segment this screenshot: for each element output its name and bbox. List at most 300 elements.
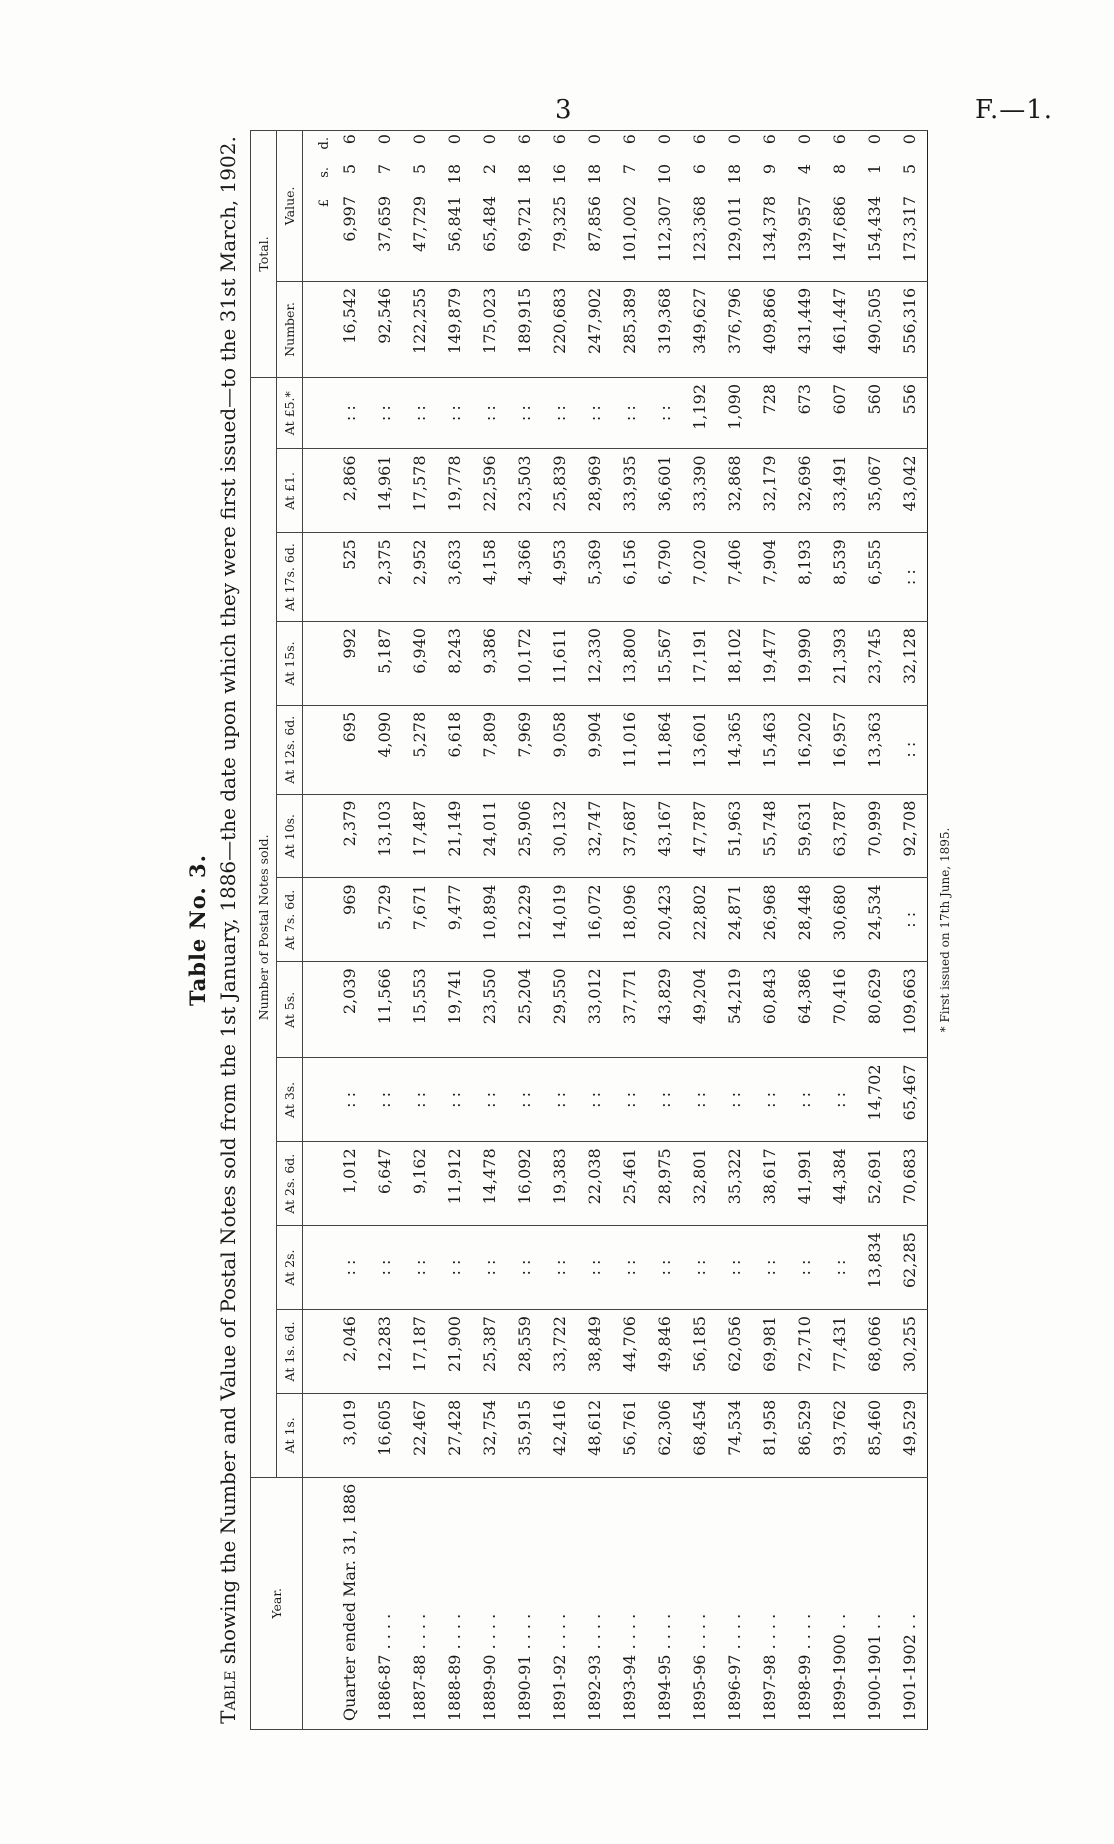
count-cell: 69,981 xyxy=(752,1310,787,1394)
count-cell: 77,431 xyxy=(822,1310,857,1394)
count-cell: 72,710 xyxy=(787,1310,822,1394)
count-cell: 13,601 xyxy=(682,705,717,794)
year-cell: 1891-92 . . . . xyxy=(542,1477,577,1729)
count-cell: : : xyxy=(892,705,928,794)
count-cell: : : xyxy=(717,1058,752,1142)
year-header: Year. xyxy=(251,1477,303,1729)
table-row xyxy=(822,131,857,1730)
count-cell: : : xyxy=(332,1058,367,1142)
count-cell: 19,741 xyxy=(437,962,472,1058)
count-cell: 673 xyxy=(787,377,822,448)
count-cell: 48,612 xyxy=(577,1393,612,1477)
units-spacer xyxy=(303,1226,333,1310)
caption-lead: Table xyxy=(216,1670,240,1724)
count-cell: 376,796 xyxy=(717,281,752,377)
count-cell: 64,386 xyxy=(787,962,822,1058)
document-code: F.—1. xyxy=(975,95,1054,125)
count-cell: 14,961 xyxy=(367,449,402,533)
units-spacer xyxy=(303,705,333,794)
value-shillings-cell: 4 xyxy=(795,163,814,175)
count-cell: 35,067 xyxy=(857,449,892,533)
value-pence-cell: 6 xyxy=(507,131,542,161)
count-cell: 81,958 xyxy=(752,1393,787,1477)
value-pence-cell: 0 xyxy=(577,131,612,161)
count-cell: : : xyxy=(332,377,367,448)
unit-shillings: s. xyxy=(317,166,332,178)
year-cell: 1886-87 . . . . xyxy=(367,1477,402,1729)
count-cell: 20,423 xyxy=(647,878,682,962)
count-cell: 65,467 xyxy=(892,1058,928,1142)
value-pounds-cell: 123,368 xyxy=(682,193,717,281)
count-cell: 55,748 xyxy=(752,794,787,878)
count-cell: : : xyxy=(577,1226,612,1310)
count-cell: 13,834 xyxy=(857,1226,892,1310)
count-cell: 17,191 xyxy=(682,622,717,706)
count-cell: 52,691 xyxy=(857,1142,892,1226)
count-cell: 4,953 xyxy=(542,533,577,622)
column-header: At 2s. 6d. xyxy=(277,1142,303,1226)
count-cell: 11,016 xyxy=(612,705,647,794)
count-cell: 32,179 xyxy=(752,449,787,533)
count-cell: 5,729 xyxy=(367,878,402,962)
count-cell: 21,393 xyxy=(822,622,857,706)
count-cell: : : xyxy=(577,377,612,448)
count-cell: 62,306 xyxy=(647,1393,682,1477)
count-cell: 2,866 xyxy=(332,449,367,533)
count-cell: 68,454 xyxy=(682,1393,717,1477)
count-cell: 7,671 xyxy=(402,878,437,962)
count-cell: 349,627 xyxy=(682,281,717,377)
table-row xyxy=(612,131,647,1730)
count-cell: : : xyxy=(542,377,577,448)
count-cell: 560 xyxy=(857,377,892,448)
count-cell: 607 xyxy=(822,377,857,448)
value-shillings-cell: 18 xyxy=(725,163,744,185)
table-title: Table No. 3. xyxy=(185,854,210,1006)
column-header: At £1. xyxy=(277,449,303,533)
table-row xyxy=(682,131,717,1730)
value-pence-cell: 6 xyxy=(332,131,367,161)
count-cell: 24,534 xyxy=(857,878,892,962)
count-cell: 60,843 xyxy=(752,962,787,1058)
count-cell: 695 xyxy=(332,705,367,794)
count-cell: 33,491 xyxy=(822,449,857,533)
column-header: At 1s. 6d. xyxy=(277,1310,303,1394)
table-row xyxy=(402,131,437,1730)
count-cell: 33,722 xyxy=(542,1310,577,1394)
count-cell: 19,383 xyxy=(542,1142,577,1226)
count-cell: 6,647 xyxy=(367,1142,402,1226)
year-cell: 1893-94 . . . . xyxy=(612,1477,647,1729)
unit-pence: d. xyxy=(303,131,333,161)
column-header: At 5s. xyxy=(277,962,303,1058)
value-shillings-cell: 2 xyxy=(480,163,499,175)
count-cell: 62,285 xyxy=(892,1226,928,1310)
value-pence-cell: 6 xyxy=(612,131,647,161)
count-cell: : : xyxy=(437,1226,472,1310)
year-cell: 1895-96 . . . . xyxy=(682,1477,717,1729)
table-row xyxy=(367,131,402,1730)
count-cell: 11,611 xyxy=(542,622,577,706)
count-cell: 23,745 xyxy=(857,622,892,706)
count-cell: 149,879 xyxy=(437,281,472,377)
count-cell: 22,802 xyxy=(682,878,717,962)
count-cell: 21,149 xyxy=(437,794,472,878)
count-cell: 38,617 xyxy=(752,1142,787,1226)
count-cell: 16,605 xyxy=(367,1393,402,1477)
count-cell: : : xyxy=(367,1058,402,1142)
count-cell: 5,187 xyxy=(367,622,402,706)
count-cell: 37,771 xyxy=(612,962,647,1058)
table-footnote: * First issued on 17th June, 1895. xyxy=(938,827,952,1033)
count-cell: 14,702 xyxy=(857,1058,892,1142)
units-spacer xyxy=(303,1477,333,1729)
count-cell: 43,042 xyxy=(892,449,928,533)
count-cell: 36,601 xyxy=(647,449,682,533)
table-row xyxy=(892,131,928,1730)
count-cell: 6,940 xyxy=(402,622,437,706)
units-spacer xyxy=(303,878,333,962)
value-shillings-cell: 10 xyxy=(655,163,674,185)
year-cell: 1887-88 . . . . xyxy=(402,1477,437,1729)
count-cell: 18,102 xyxy=(717,622,752,706)
value-shillings-cell: 9 xyxy=(760,163,779,175)
count-cell: 63,787 xyxy=(822,794,857,878)
count-cell: 28,448 xyxy=(787,878,822,962)
units-spacer xyxy=(303,533,333,622)
table-caption xyxy=(216,130,240,1730)
count-cell: 11,566 xyxy=(367,962,402,1058)
postal-notes-table xyxy=(250,130,928,1730)
count-cell: : : xyxy=(787,1058,822,1142)
count-cell: 92,708 xyxy=(892,794,928,878)
count-cell: 47,787 xyxy=(682,794,717,878)
column-header: At 3s. xyxy=(277,1058,303,1142)
count-cell: : : xyxy=(437,377,472,448)
value-shillings-cell: 16 xyxy=(550,163,569,185)
value-pence-cell: 0 xyxy=(892,131,928,161)
count-cell: : : xyxy=(822,1058,857,1142)
value-pence-cell: 0 xyxy=(472,131,507,161)
count-cell: 22,038 xyxy=(577,1142,612,1226)
count-cell: 56,761 xyxy=(612,1393,647,1477)
count-cell: 25,461 xyxy=(612,1142,647,1226)
year-cell: 1894-95 . . . . xyxy=(647,1477,682,1729)
count-cell: 14,478 xyxy=(472,1142,507,1226)
count-cell: 62,056 xyxy=(717,1310,752,1394)
count-cell: 13,363 xyxy=(857,705,892,794)
column-header: Number. xyxy=(277,281,303,377)
count-cell: 8,539 xyxy=(822,533,857,622)
count-cell: 33,390 xyxy=(682,449,717,533)
count-cell: 8,193 xyxy=(787,533,822,622)
count-cell: 32,128 xyxy=(892,622,928,706)
count-cell: 189,915 xyxy=(507,281,542,377)
count-cell: 15,567 xyxy=(647,622,682,706)
value-units-row xyxy=(303,131,333,1730)
count-cell: : : xyxy=(612,1226,647,1310)
value-shillings-cell: 6 xyxy=(690,163,709,175)
count-cell: 8,243 xyxy=(437,622,472,706)
count-cell: 220,683 xyxy=(542,281,577,377)
value-pounds-cell: 47,729 xyxy=(402,193,437,281)
count-cell: : : xyxy=(717,1226,752,1310)
count-cell: 5,369 xyxy=(577,533,612,622)
year-cell: 1890-91 . . . . xyxy=(507,1477,542,1729)
count-cell: 122,255 xyxy=(402,281,437,377)
table-row xyxy=(332,131,367,1730)
count-cell: 556 xyxy=(892,377,928,448)
count-cell: 13,103 xyxy=(367,794,402,878)
count-cell: 16,957 xyxy=(822,705,857,794)
table-row xyxy=(717,131,752,1730)
count-cell: 70,999 xyxy=(857,794,892,878)
value-pence-cell: 0 xyxy=(647,131,682,161)
count-cell: 2,046 xyxy=(332,1310,367,1394)
value-pence-cell: 6 xyxy=(752,131,787,161)
count-cell: 10,172 xyxy=(507,622,542,706)
value-shillings-cell: 18 xyxy=(515,163,534,185)
count-cell: 12,330 xyxy=(577,622,612,706)
count-cell: : : xyxy=(402,1226,437,1310)
value-shillings-cell: 5 xyxy=(340,163,359,175)
count-cell: 70,416 xyxy=(822,962,857,1058)
count-cell: : : xyxy=(402,377,437,448)
count-cell: : : xyxy=(437,1058,472,1142)
count-cell: 2,379 xyxy=(332,794,367,878)
count-cell: 285,389 xyxy=(612,281,647,377)
count-cell: 51,963 xyxy=(717,794,752,878)
count-cell: 16,542 xyxy=(332,281,367,377)
count-cell: 43,829 xyxy=(647,962,682,1058)
value-shillings-cell: 7 xyxy=(375,163,394,175)
year-cell: 1901-1902 . . xyxy=(892,1477,928,1729)
count-cell: 15,553 xyxy=(402,962,437,1058)
count-cell: 22,596 xyxy=(472,449,507,533)
table-row xyxy=(857,131,892,1730)
count-cell: 109,663 xyxy=(892,962,928,1058)
count-cell: 409,866 xyxy=(752,281,787,377)
count-cell: 431,449 xyxy=(787,281,822,377)
count-cell: 6,555 xyxy=(857,533,892,622)
value-pounds-cell: 56,841 xyxy=(437,193,472,281)
count-cell: 13,800 xyxy=(612,622,647,706)
count-cell: 490,505 xyxy=(857,281,892,377)
value-pence-cell: 0 xyxy=(367,131,402,161)
count-cell: 9,904 xyxy=(577,705,612,794)
count-cell: 14,365 xyxy=(717,705,752,794)
count-cell: 30,255 xyxy=(892,1310,928,1394)
count-cell: 9,386 xyxy=(472,622,507,706)
rotated-table-block xyxy=(185,130,952,1730)
value-pence-cell: 0 xyxy=(787,131,822,161)
count-cell: : : xyxy=(822,1226,857,1310)
value-pounds-cell: 6,997 xyxy=(332,193,367,281)
count-cell: 30,680 xyxy=(822,878,857,962)
value-pounds-cell: 112,307 xyxy=(647,193,682,281)
count-cell: 17,487 xyxy=(402,794,437,878)
count-cell: 23,503 xyxy=(507,449,542,533)
count-cell: : : xyxy=(892,878,928,962)
value-shillings-cell: 18 xyxy=(445,163,464,185)
count-cell: : : xyxy=(472,377,507,448)
column-header: At 17s. 6d. xyxy=(277,533,303,622)
value-shillings-cell: 1 xyxy=(865,163,884,175)
count-cell: 4,158 xyxy=(472,533,507,622)
count-cell: 35,322 xyxy=(717,1142,752,1226)
count-cell: 28,969 xyxy=(577,449,612,533)
count-cell: 16,202 xyxy=(787,705,822,794)
count-cell: 1,090 xyxy=(717,377,752,448)
notes-sold-header: Number of Postal Notes sold. xyxy=(251,377,277,1477)
count-cell: 2,952 xyxy=(402,533,437,622)
count-cell: 969 xyxy=(332,878,367,962)
table-row xyxy=(542,131,577,1730)
count-cell: : : xyxy=(787,1226,822,1310)
table-row xyxy=(647,131,682,1730)
count-cell: 12,283 xyxy=(367,1310,402,1394)
count-cell: 16,092 xyxy=(507,1142,542,1226)
count-cell: 24,871 xyxy=(717,878,752,962)
count-cell: 32,868 xyxy=(717,449,752,533)
count-cell: : : xyxy=(647,1226,682,1310)
count-cell: 9,477 xyxy=(437,878,472,962)
count-cell: 175,023 xyxy=(472,281,507,377)
year-cell: 1899-1900 . . xyxy=(822,1477,857,1729)
count-cell: 19,778 xyxy=(437,449,472,533)
count-cell: 25,906 xyxy=(507,794,542,878)
year-cell: 1898-99 . . . . xyxy=(787,1477,822,1729)
count-cell: : : xyxy=(507,1226,542,1310)
value-shillings-cell: 5 xyxy=(410,163,429,175)
count-cell: 30,132 xyxy=(542,794,577,878)
count-cell: 32,754 xyxy=(472,1393,507,1477)
count-cell: 28,559 xyxy=(507,1310,542,1394)
count-cell: 70,683 xyxy=(892,1142,928,1226)
column-header: At 7s. 6d. xyxy=(277,878,303,962)
year-cell: 1897-98 . . . . xyxy=(752,1477,787,1729)
count-cell: 49,204 xyxy=(682,962,717,1058)
count-cell: 2,039 xyxy=(332,962,367,1058)
count-cell: 461,447 xyxy=(822,281,857,377)
value-pounds-cell: 79,325 xyxy=(542,193,577,281)
count-cell: 728 xyxy=(752,377,787,448)
count-cell: 54,219 xyxy=(717,962,752,1058)
count-cell: : : xyxy=(367,377,402,448)
count-cell: 22,467 xyxy=(402,1393,437,1477)
count-cell: 4,090 xyxy=(367,705,402,794)
value-shillings-cell: 18 xyxy=(585,163,604,185)
count-cell: 25,387 xyxy=(472,1310,507,1394)
table-row xyxy=(437,131,472,1730)
value-pounds-cell: 129,011 xyxy=(717,193,752,281)
count-cell: : : xyxy=(332,1226,367,1310)
count-cell: 17,187 xyxy=(402,1310,437,1394)
count-cell: 9,058 xyxy=(542,705,577,794)
value-shillings-cell: 7 xyxy=(620,163,639,175)
table-row xyxy=(472,131,507,1730)
count-cell: 25,839 xyxy=(542,449,577,533)
count-cell: : : xyxy=(612,377,647,448)
value-pence-cell: 6 xyxy=(682,131,717,161)
total-header: Total. xyxy=(251,131,277,378)
count-cell: 33,012 xyxy=(577,962,612,1058)
count-cell: : : xyxy=(542,1058,577,1142)
count-cell: 16,072 xyxy=(577,878,612,962)
units-spacer xyxy=(303,449,333,533)
caption-text: showing the Number and Value of Postal Notes sold from the 1st January, 1886—the date upon which they were first issued—to the 31st March, 1902. xyxy=(216,136,240,1665)
count-cell: 41,991 xyxy=(787,1142,822,1226)
units-spacer xyxy=(303,377,333,448)
count-cell: : : xyxy=(682,1058,717,1142)
count-cell: 992 xyxy=(332,622,367,706)
count-cell: : : xyxy=(507,1058,542,1142)
value-pounds-cell: 37,659 xyxy=(367,193,402,281)
count-cell: 35,915 xyxy=(507,1393,542,1477)
count-cell: : : xyxy=(507,377,542,448)
count-cell: 7,020 xyxy=(682,533,717,622)
count-cell: : : xyxy=(472,1226,507,1310)
count-cell: 2,375 xyxy=(367,533,402,622)
count-cell: 49,529 xyxy=(892,1393,928,1477)
value-shillings-cell: 5 xyxy=(900,163,919,175)
column-header: At 2s. xyxy=(277,1226,303,1310)
count-cell: 319,368 xyxy=(647,281,682,377)
count-cell: 27,428 xyxy=(437,1393,472,1477)
value-pounds-cell: 69,721 xyxy=(507,193,542,281)
count-cell: 11,864 xyxy=(647,705,682,794)
count-cell: 7,969 xyxy=(507,705,542,794)
count-cell: : : xyxy=(402,1058,437,1142)
count-cell: 49,846 xyxy=(647,1310,682,1394)
count-cell: 17,578 xyxy=(402,449,437,533)
value-pounds-cell: 134,378 xyxy=(752,193,787,281)
value-pounds-cell: 65,484 xyxy=(472,193,507,281)
value-pounds-cell: 139,957 xyxy=(787,193,822,281)
count-cell: 4,366 xyxy=(507,533,542,622)
value-pounds-cell: 173,317 xyxy=(892,193,928,281)
column-header: At 1s. xyxy=(277,1393,303,1477)
count-cell: 21,900 xyxy=(437,1310,472,1394)
count-cell: : : xyxy=(577,1058,612,1142)
count-cell: 3,019 xyxy=(332,1393,367,1477)
count-cell: 25,204 xyxy=(507,962,542,1058)
count-cell: 43,167 xyxy=(647,794,682,878)
value-pence-cell: 0 xyxy=(437,131,472,161)
count-cell: : : xyxy=(612,1058,647,1142)
count-cell: 5,278 xyxy=(402,705,437,794)
value-pence-cell: 0 xyxy=(402,131,437,161)
count-cell: 85,460 xyxy=(857,1393,892,1477)
count-cell: 12,229 xyxy=(507,878,542,962)
count-cell: : : xyxy=(472,1058,507,1142)
count-cell: 10,894 xyxy=(472,878,507,962)
column-header: At 10s. xyxy=(277,794,303,878)
count-cell: 7,809 xyxy=(472,705,507,794)
page-number: 3 xyxy=(555,95,572,125)
count-cell: : : xyxy=(752,1226,787,1310)
count-cell: : : xyxy=(647,1058,682,1142)
count-cell: 32,696 xyxy=(787,449,822,533)
count-cell: 24,011 xyxy=(472,794,507,878)
count-cell: 14,019 xyxy=(542,878,577,962)
count-cell: : : xyxy=(892,533,928,622)
units-spacer xyxy=(303,1058,333,1142)
count-cell: 15,463 xyxy=(752,705,787,794)
value-pounds-cell: 87,856 xyxy=(577,193,612,281)
count-cell: 92,546 xyxy=(367,281,402,377)
table-row xyxy=(752,131,787,1730)
